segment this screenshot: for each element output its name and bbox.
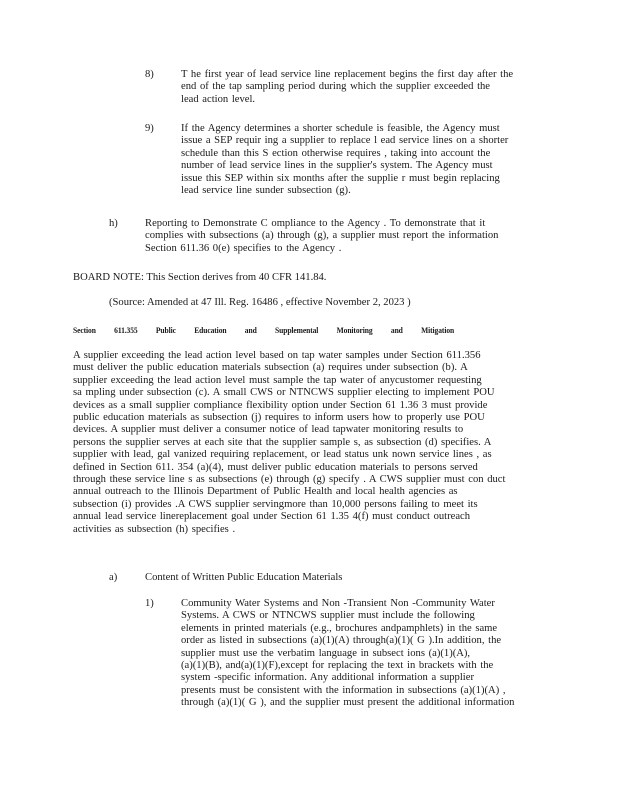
board-note: BOARD NOTE: This Section derives from 40 CFR 141.84. [73,272,327,283]
text-line: lead service line sunder subsection (g). [181,185,351,197]
item-number: 8) [145,69,154,80]
text-line: Reporting to Demonstrate C ompliance to the Agency . To demonstrate that it [145,218,486,229]
text-line: end of the tap sampling period during which the supplier exceeded the [181,81,491,93]
text-line: sa mpling under subsection (c). A small CWS or NTNCWS supplier electing to implement POU [73,387,495,399]
text-line: system -specific information. Any additional information a supplier [181,672,474,684]
item-title: Content of Written Public Education Materials [145,572,343,583]
text-line: Community Water Systems and Non -Transient Non -Community Water [181,598,495,609]
text-line: supplier must use the verbatim language in subsect ions (a)(1)(A), [181,647,471,659]
text-line: order as listed in subsections (a)(1)(A) through(a)(1)( G ).In addition, the [181,635,502,647]
text-line: devices as a small supplier compliance flexibility option under Section 61 1.36 3 must provide [73,399,488,411]
item-number: 9) [145,123,154,134]
text-line: presents must be consistent with the information in subsections (a)(1)(A) , [181,684,506,696]
text-line: annual outreach to the Illinois Department of Public Health and local health agencies as [73,486,458,498]
text-line: (a)(1)(B), and(a)(1)(F),except for replacing the text in brackets with the [181,660,494,672]
text-line: Systems. A CWS or NTNCWS supplier must include the following [181,610,475,622]
text-line: activities as subsection (h) specifies . [73,523,236,535]
text-line: subsection (i) provides .A CWS supplier servingmore than 10,000 persons failing to meet its [73,498,478,510]
text-line: through (a)(1)( G ), and the supplier must present the additional information [181,697,515,709]
text-line: defined in Section 611. 354 (a)(4), must deliver public education materials to persons served [73,461,478,473]
item-text [181,123,536,197]
text-line: issue a SEP requir ing a supplier to replace l ead service lines on a shorter [181,135,509,147]
text-line: supplier with lead, gal vanized requiring replacement, or lead status unk nown service lines , as [73,449,492,461]
item-number: 1) [145,598,154,609]
text-line: issue this SEP within six months after the supplie r must begin replacing [181,172,500,184]
text-line: persons the supplier serves at each site that the supplier sample s, as subsection (d) specifies. A [73,436,492,448]
item-number: a) [109,572,118,583]
text-line: If the Agency determines a shorter schedule is feasible, the Agency must [181,123,500,134]
text-line: T he first year of lead service line replacement begins the first day after the [181,69,514,80]
text-line: number of lead service lines in the supplier's system. The Agency must [181,160,493,172]
item-text [181,598,537,710]
text-line: public education materials as subsection (j) requires to inform users how to properly use POU [73,412,485,424]
source-note: (Source: Amended at 47 Ill. Reg. 16486 , effective November 2, 2023 ) [109,297,411,308]
section-heading: Section 611.355 Public Education and Supplemental Monitoring and Mitigation [73,326,455,335]
item-number: h) [109,218,118,229]
text-line: through these service line s as subsections (e) through (g) specify . A CWS supplier must con duct [73,474,506,486]
text-line: schedule than this S ection otherwise requires , taking into account the [181,147,491,159]
text-line: complies with subsections (a) through (g), a supplier must report the information [145,230,499,242]
text-line: lead action level. [181,93,256,105]
text-line: must deliver the public education materials subsection (a) requires under subsection (b). A [73,362,468,374]
main-paragraph [73,350,538,536]
text-line: devices. A supplier must deliver a consumer notice of lead tapwater monitoring results to [73,424,464,436]
text-line: supplier exceeding the lead action level must sample the tap water of anycustomer requesting [73,374,482,386]
text-line: annual lead service linereplacement goal under Section 61 1.35 4(f) must conduct outreach [73,511,471,523]
item-text [145,218,537,255]
text-line: elements in printed materials (e.g., brochures andpamphlets) in the same [181,622,498,634]
text-line: A supplier exceeding the lead action level based on tap water samples under Section 611.356 [73,350,481,361]
item-text [181,69,536,106]
text-line: Section 611.36 0(e) specifies to the Agency . [145,242,342,254]
